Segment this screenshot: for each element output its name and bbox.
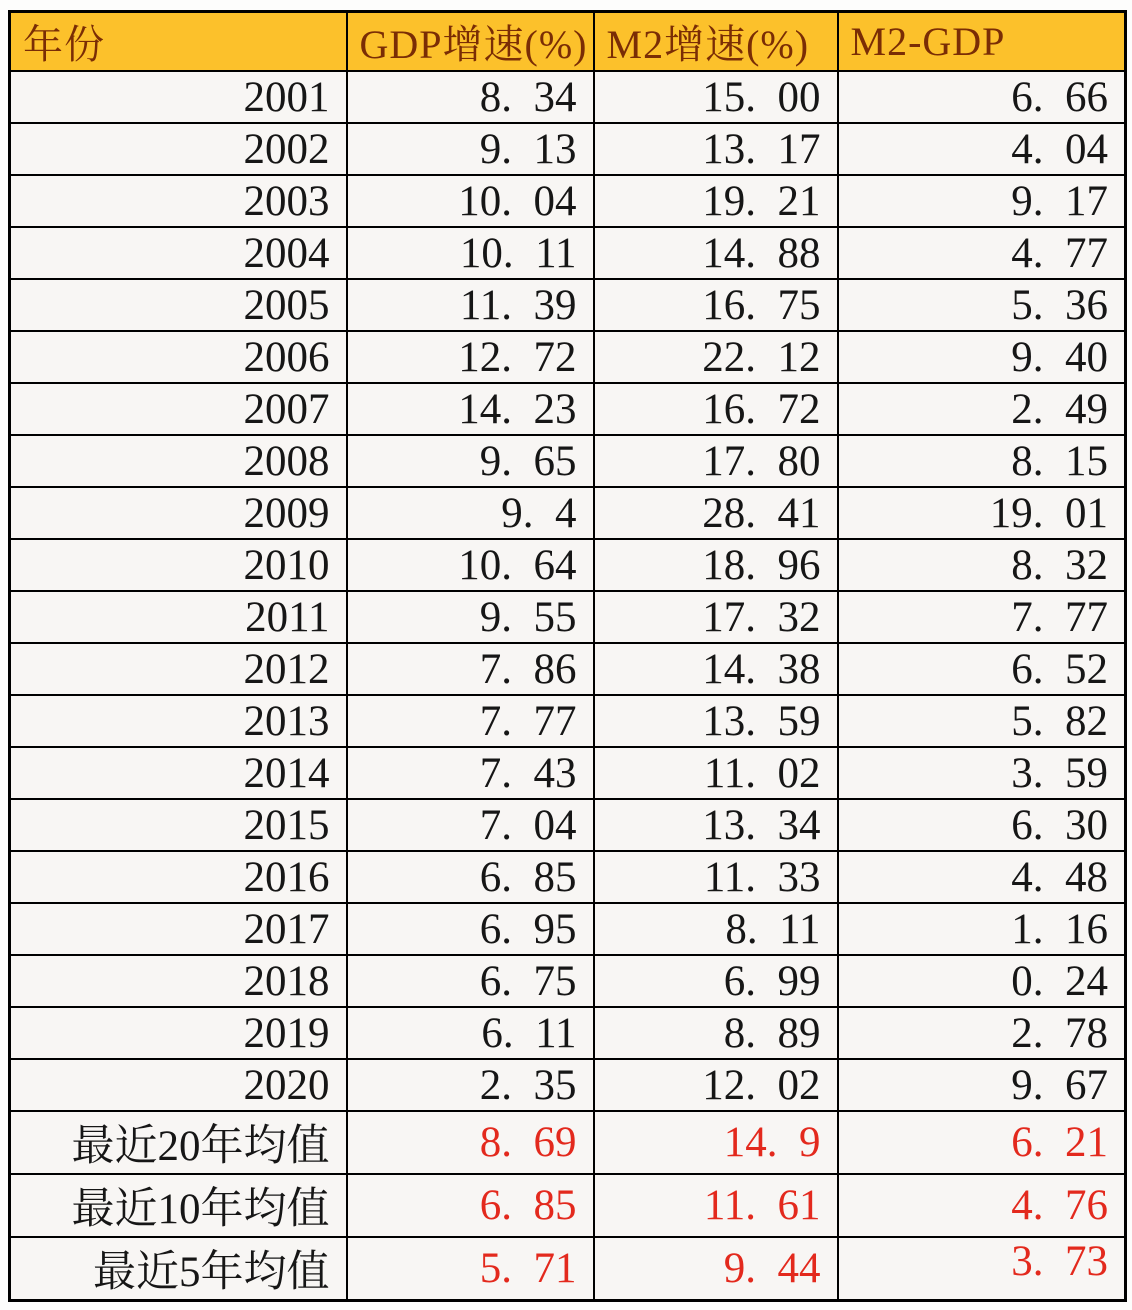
table-row (10, 175, 1126, 227)
table-row (10, 591, 1126, 643)
m2-cell: 19. 21 (594, 175, 838, 227)
year-cell: 2017 (10, 903, 347, 955)
gdp-m2-table (8, 10, 1127, 1302)
gdp-cell: 9. 4 (347, 487, 594, 539)
year-cell: 2013 (10, 695, 347, 747)
summary-label: 最近20年均值 (10, 1111, 347, 1174)
diff-cell: 4. 48 (838, 851, 1126, 903)
table-row (10, 1059, 1126, 1111)
m2-cell: 15. 00 (594, 71, 838, 123)
gdp-avg-cell: 6. 85 (347, 1174, 594, 1237)
m2-cell: 22. 12 (594, 331, 838, 383)
year-cell: 2002 (10, 123, 347, 175)
m2-cell: 17. 32 (594, 591, 838, 643)
diff-cell: 6. 30 (838, 799, 1126, 851)
summary-row-5yr-avg (10, 1237, 1126, 1301)
gdp-cell: 8. 34 (347, 71, 594, 123)
gdp-cell: 14. 23 (347, 383, 594, 435)
year-cell: 2011 (10, 591, 347, 643)
m2-cell: 17. 80 (594, 435, 838, 487)
m2-avg-cell: 11. 61 (594, 1174, 838, 1237)
gdp-cell: 6. 85 (347, 851, 594, 903)
year-cell: 2020 (10, 1059, 347, 1111)
table-header (10, 12, 1126, 72)
gdp-cell: 11. 39 (347, 279, 594, 331)
gdp-cell: 7. 77 (347, 695, 594, 747)
year-cell: 2009 (10, 487, 347, 539)
table-row (10, 851, 1126, 903)
diff-cell: 5. 82 (838, 695, 1126, 747)
diff-cell: 2. 49 (838, 383, 1126, 435)
gdp-cell: 6. 95 (347, 903, 594, 955)
diff-cell: 9. 67 (838, 1059, 1126, 1111)
m2-cell: 13. 59 (594, 695, 838, 747)
year-cell: 2003 (10, 175, 347, 227)
year-cell: 2010 (10, 539, 347, 591)
diff-cell: 6. 66 (838, 71, 1126, 123)
m2-avg-cell: 14. 9 (594, 1111, 838, 1174)
year-cell: 2006 (10, 331, 347, 383)
table-row (10, 539, 1126, 591)
year-cell: 2018 (10, 955, 347, 1007)
diff-cell: 7. 77 (838, 591, 1126, 643)
diff-cell: 5. 36 (838, 279, 1126, 331)
col-header-m2-growth: M2增速(%) (594, 12, 838, 72)
summary-row-10yr-avg (10, 1174, 1126, 1237)
table-row (10, 279, 1126, 331)
table-row (10, 71, 1126, 123)
m2-cell: 13. 34 (594, 799, 838, 851)
table-row (10, 123, 1126, 175)
m2-cell: 11. 33 (594, 851, 838, 903)
col-header-gdp-growth: GDP增速(%) (347, 12, 594, 72)
gdp-cell: 9. 65 (347, 435, 594, 487)
summary-row-20yr-avg (10, 1111, 1126, 1174)
m2-cell: 6. 99 (594, 955, 838, 1007)
gdp-cell: 7. 04 (347, 799, 594, 851)
diff-cell: 0. 24 (838, 955, 1126, 1007)
summary-label: 最近5年均值 (10, 1237, 347, 1301)
diff-cell: 2. 78 (838, 1007, 1126, 1059)
diff-cell: 4. 04 (838, 123, 1126, 175)
header-row (10, 12, 1126, 72)
summary-label: 最近10年均值 (10, 1174, 347, 1237)
gdp-cell: 6. 11 (347, 1007, 594, 1059)
col-header-year: 年份 (10, 12, 347, 72)
year-cell: 2014 (10, 747, 347, 799)
m2-cell: 8. 11 (594, 903, 838, 955)
gdp-cell: 10. 64 (347, 539, 594, 591)
table-row (10, 383, 1126, 435)
m2-cell: 18. 96 (594, 539, 838, 591)
table-row (10, 1007, 1126, 1059)
table-row (10, 643, 1126, 695)
table-row (10, 955, 1126, 1007)
year-cell: 2005 (10, 279, 347, 331)
m2-cell: 14. 38 (594, 643, 838, 695)
year-cell: 2007 (10, 383, 347, 435)
diff-cell: 9. 17 (838, 175, 1126, 227)
gdp-cell: 6. 75 (347, 955, 594, 1007)
diff-cell: 3. 59 (838, 747, 1126, 799)
gdp-cell: 10. 11 (347, 227, 594, 279)
diff-cell: 6. 52 (838, 643, 1126, 695)
year-cell: 2016 (10, 851, 347, 903)
diff-avg-cell: 4. 76 (838, 1174, 1126, 1237)
table-row (10, 747, 1126, 799)
table-row (10, 695, 1126, 747)
year-cell: 2019 (10, 1007, 347, 1059)
gdp-m2-table-wrap (8, 10, 1127, 1302)
table-row (10, 331, 1126, 383)
gdp-cell: 12. 72 (347, 331, 594, 383)
year-cell: 2012 (10, 643, 347, 695)
m2-cell: 13. 17 (594, 123, 838, 175)
diff-cell: 19. 01 (838, 487, 1126, 539)
gdp-cell: 7. 43 (347, 747, 594, 799)
year-cell: 2004 (10, 227, 347, 279)
gdp-cell: 10. 04 (347, 175, 594, 227)
col-header-m2-minus-gdp: M2-GDP (838, 12, 1126, 72)
diff-cell: 8. 15 (838, 435, 1126, 487)
m2-cell: 12. 02 (594, 1059, 838, 1111)
table-row (10, 435, 1126, 487)
diff-avg-cell: 6. 21 (838, 1111, 1126, 1174)
table-row (10, 903, 1126, 955)
year-cell: 2015 (10, 799, 347, 851)
m2-cell: 16. 75 (594, 279, 838, 331)
m2-cell: 14. 88 (594, 227, 838, 279)
gdp-cell: 2. 35 (347, 1059, 594, 1111)
diff-avg-cell: 3. 73 (838, 1237, 1126, 1301)
diff-cell: 8. 32 (838, 539, 1126, 591)
diff-cell: 1. 16 (838, 903, 1126, 955)
table-row (10, 799, 1126, 851)
m2-cell: 11. 02 (594, 747, 838, 799)
gdp-cell: 9. 13 (347, 123, 594, 175)
diff-cell: 9. 40 (838, 331, 1126, 383)
m2-avg-cell: 9. 44 (594, 1237, 838, 1301)
m2-cell: 28. 41 (594, 487, 838, 539)
gdp-cell: 7. 86 (347, 643, 594, 695)
table-row (10, 227, 1126, 279)
gdp-avg-cell: 8. 69 (347, 1111, 594, 1174)
diff-cell: 4. 77 (838, 227, 1126, 279)
m2-cell: 16. 72 (594, 383, 838, 435)
gdp-cell: 9. 55 (347, 591, 594, 643)
year-cell: 2008 (10, 435, 347, 487)
table-row (10, 487, 1126, 539)
table-body (10, 71, 1126, 1301)
m2-cell: 8. 89 (594, 1007, 838, 1059)
gdp-avg-cell: 5. 71 (347, 1237, 594, 1301)
year-cell: 2001 (10, 71, 347, 123)
